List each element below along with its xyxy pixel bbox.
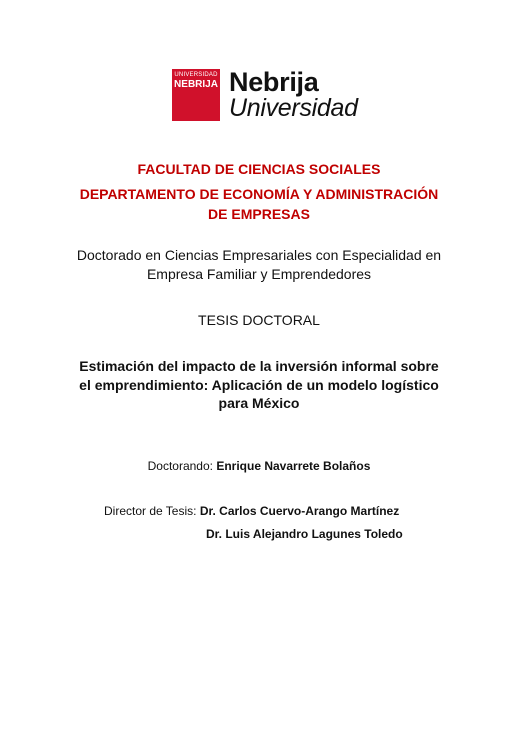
logo-word-universidad: Universidad: [229, 93, 358, 122]
thesis-title-line-3: para México: [218, 395, 300, 411]
doctoral-program: [0, 246, 518, 284]
program-line-1: Doctorado en Ciencias Empresariales con Especialidad en: [76, 247, 442, 263]
thesis-type: TESIS DOCTORAL: [198, 312, 320, 328]
thesis-title-line-2: el emprendimiento: Aplicación de un modelo logístico: [79, 376, 439, 393]
university-logo: [172, 66, 358, 122]
program-line-2: Empresa Familiar y Emprendedores: [146, 266, 372, 282]
department-line-2: DE EMPRESAS: [208, 206, 310, 222]
thesis-title: [0, 357, 518, 413]
doctorand-row: [0, 458, 518, 474]
seal-text-bottom: NEBRIJA: [174, 79, 218, 90]
director-label: Director de Tesis:: [104, 504, 197, 518]
logo-wordmark: [229, 66, 358, 122]
doctorand-name: Enrique Navarrete Bolaños: [216, 459, 371, 473]
department-heading: [0, 184, 518, 224]
university-seal-icon: [172, 69, 220, 121]
department-line-1: DEPARTAMENTO DE ECONOMÍA Y ADMINISTRACIÓN: [79, 186, 439, 202]
doctorand-label: Doctorando:: [147, 459, 213, 473]
logo-word-nebrija: Nebrija: [229, 66, 319, 97]
director-row-2: [206, 526, 403, 542]
director-row-1: [104, 503, 399, 519]
thesis-title-line-1: Estimación del impacto de la inversión informal sobre: [79, 358, 439, 374]
director-name-1: Dr. Carlos Cuervo-Arango Martínez: [199, 504, 400, 518]
seal-text-top: UNIVERSIDAD: [174, 72, 218, 78]
director-name-2: Dr. Luis Alejandro Lagunes Toledo: [206, 527, 403, 541]
faculty-heading: FACULTAD DE CIENCIAS SOCIALES: [137, 161, 381, 177]
